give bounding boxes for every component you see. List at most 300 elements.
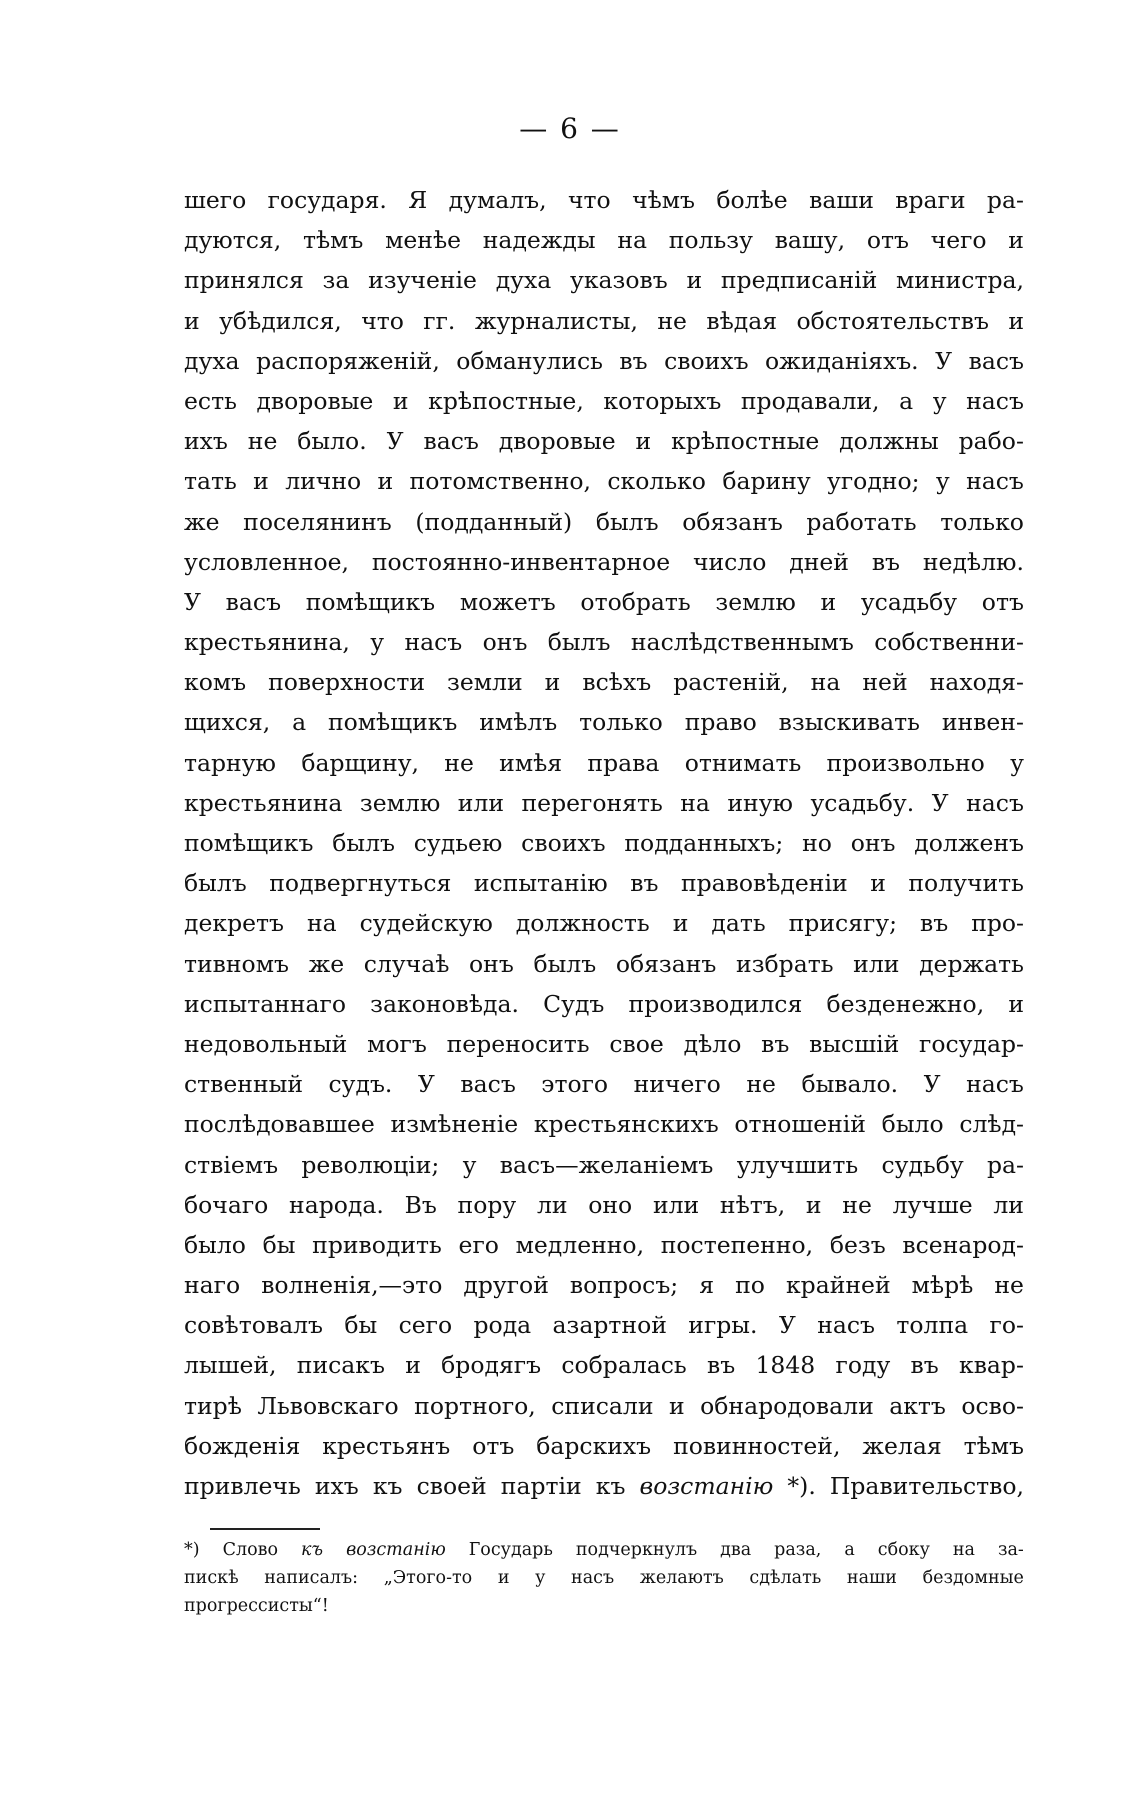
word: и [686, 266, 703, 295]
word: Въ [404, 1190, 437, 1219]
word: и [672, 909, 689, 938]
word: журналисты, [474, 306, 638, 335]
body-line [184, 542, 1024, 582]
word: приводить [312, 1230, 442, 1259]
word: у [462, 1150, 477, 1179]
word: вашу, [774, 226, 846, 255]
word: революціи; [301, 1150, 440, 1179]
word: взыскивать [778, 708, 920, 737]
word: сбоку [877, 1540, 930, 1560]
word: онъ [482, 628, 528, 657]
word: Я [408, 186, 428, 214]
word: имѣлъ [479, 708, 558, 737]
word: былъ [184, 869, 247, 898]
body-line [184, 1185, 1024, 1225]
body-line [184, 622, 1024, 662]
body-line-last [184, 1466, 1024, 1506]
body-line [184, 220, 1024, 260]
word: высшій [809, 1029, 900, 1058]
word: должность [515, 909, 650, 938]
word: тирѣ [184, 1391, 242, 1420]
word: предписаній [720, 266, 878, 295]
word: право [684, 708, 757, 737]
word: усадьбу. [810, 788, 915, 817]
word: и [805, 1190, 822, 1219]
word: былъ [533, 949, 597, 978]
word: долженъ [914, 829, 1024, 857]
word: *) [184, 1540, 200, 1560]
word: было [184, 1230, 246, 1259]
word: У [184, 587, 201, 616]
word: на [810, 668, 841, 697]
word: и [635, 427, 652, 456]
word: къ [595, 1472, 626, 1500]
word: у [535, 1568, 546, 1588]
word: бездомные [922, 1568, 1024, 1588]
word: на [617, 226, 648, 255]
word: обнародовали [700, 1391, 874, 1420]
word: насъ [817, 1311, 876, 1340]
word: въ [871, 547, 901, 576]
word: своихъ [521, 829, 606, 857]
word: подчеркнулъ [575, 1540, 698, 1560]
word: переносить [446, 1029, 590, 1058]
word: тать [184, 467, 237, 496]
word: изученіе [368, 266, 477, 295]
word: актъ [889, 1391, 946, 1420]
body-line [184, 260, 1024, 300]
word: крестьянина [184, 788, 343, 817]
word: за [322, 266, 350, 295]
word: мѣрѣ [911, 1271, 974, 1300]
word: перегонять [521, 788, 663, 817]
word: ра- [986, 186, 1024, 214]
body-line [184, 381, 1024, 421]
word: Львовскаго [257, 1391, 399, 1420]
word: пискѣ [184, 1568, 239, 1588]
word: насъ [404, 628, 463, 657]
word: возстанію [639, 1472, 774, 1500]
body-line [184, 984, 1024, 1024]
word: рода [473, 1311, 532, 1340]
word: случаѣ [363, 949, 450, 978]
word: измѣненіе [390, 1110, 519, 1139]
word: въ [706, 1351, 736, 1380]
word: должны [839, 427, 939, 456]
footnote-line [184, 1564, 1024, 1592]
word: оно [588, 1190, 633, 1219]
word: его [458, 1230, 499, 1259]
word: списали [551, 1391, 654, 1420]
word: дворовые [498, 427, 616, 456]
word: въ [910, 1351, 939, 1380]
word: тарную [184, 748, 277, 777]
body-line [184, 662, 1024, 702]
word: ожиданіяхъ. [765, 346, 919, 375]
word: повинностей, [673, 1431, 841, 1460]
word: азартной [552, 1311, 667, 1340]
word: не [247, 427, 278, 456]
word: на [306, 909, 337, 938]
footnote-line [184, 1536, 1024, 1564]
word: написалъ: [264, 1568, 359, 1588]
word: го- [989, 1311, 1024, 1340]
word: 1848 [755, 1351, 816, 1380]
word: ваши [809, 186, 874, 214]
word: продавали, [740, 386, 880, 415]
word: поселянинъ [243, 507, 392, 536]
word: подданныхъ; [624, 829, 784, 857]
word: насъ [571, 1568, 615, 1588]
word: бы [262, 1230, 296, 1259]
word: былъ [547, 628, 611, 657]
word: наши [846, 1568, 897, 1588]
word: подвергнуться [269, 869, 452, 898]
word: писакъ [296, 1351, 385, 1380]
word: дать [711, 909, 766, 938]
word: Судъ [543, 989, 605, 1018]
word: помѣщикъ [305, 587, 436, 616]
word: къ [372, 1472, 403, 1500]
word: постоянно-инвентарное [371, 547, 671, 576]
word: могъ [367, 1029, 427, 1058]
word: божденія [184, 1431, 301, 1460]
word: землю [715, 587, 796, 616]
word: имѣя [499, 748, 563, 777]
word: обязанъ [682, 507, 783, 536]
word: безъ [829, 1230, 886, 1259]
word: не [657, 306, 687, 335]
word: другой [463, 1271, 549, 1300]
word: есть [184, 386, 237, 415]
word: ней [862, 668, 908, 697]
word: на [952, 1540, 975, 1560]
word: или [457, 788, 505, 817]
word: комъ [184, 668, 247, 697]
word: сколько [607, 467, 706, 496]
word: въ [619, 346, 648, 375]
word: два [720, 1540, 752, 1560]
word: и [392, 386, 409, 415]
word: васъ—желаніемъ [499, 1150, 714, 1179]
word: Слово [222, 1540, 278, 1560]
word: привлечь [184, 1472, 301, 1500]
word: у [370, 628, 385, 657]
word: чего [930, 226, 987, 255]
word: надежды [482, 226, 596, 255]
word: находя- [929, 668, 1024, 697]
word: только [579, 708, 663, 737]
word: судьею [413, 829, 503, 857]
word: вопросъ; [569, 1271, 679, 1300]
body-line [184, 1386, 1024, 1426]
word: потомственно, [409, 467, 592, 496]
word: желая [862, 1431, 942, 1460]
word: декретъ [184, 909, 284, 938]
word: послѣдовавшее [184, 1110, 375, 1139]
word: или [853, 949, 900, 978]
word: духа [495, 266, 552, 295]
word: ихъ [184, 427, 228, 456]
word: работать [806, 507, 917, 536]
word: осво- [961, 1391, 1024, 1420]
body-line [184, 1225, 1024, 1265]
word: чѣмъ [632, 186, 696, 214]
word: въ [920, 909, 949, 938]
word: государя. [267, 186, 387, 214]
word: наго [184, 1271, 241, 1300]
word: крѣпостные, [428, 386, 584, 415]
word: крестьянина, [184, 628, 350, 657]
word: вѣдая [706, 306, 778, 335]
word: пользу [668, 226, 753, 255]
word: постепенно, [660, 1230, 814, 1259]
word: и [870, 869, 886, 898]
word: и [1008, 226, 1024, 255]
word: всѣхъ [582, 668, 652, 697]
body-line [184, 1426, 1024, 1466]
word: условленное, [184, 547, 349, 576]
word: шего [184, 186, 247, 214]
word: и [668, 1391, 685, 1420]
word: отъ [866, 226, 909, 255]
word: У [931, 788, 949, 817]
word: болѣе [716, 186, 788, 214]
word: враги [895, 186, 966, 214]
word: обстоятельствъ [796, 306, 989, 335]
word: обязанъ [615, 949, 717, 978]
word: поверхности [268, 668, 425, 697]
word: ственный [184, 1070, 303, 1099]
word: недѣлю. [922, 547, 1024, 576]
word: у [1010, 748, 1024, 777]
word: держать [919, 949, 1024, 978]
word: возстанію [346, 1540, 446, 1560]
word: угодно; [827, 467, 920, 496]
body-line [184, 823, 1024, 863]
word: васъ [225, 587, 282, 616]
word: же [184, 507, 220, 536]
body-line [184, 1305, 1024, 1345]
body-line [184, 461, 1024, 501]
word: я [699, 1271, 715, 1300]
word: не [746, 1070, 776, 1099]
word: барскихъ [536, 1431, 652, 1460]
body-line [184, 1345, 1024, 1385]
word: помѣщикъ [327, 708, 458, 737]
footnote-divider [210, 1528, 320, 1530]
word: У [935, 346, 953, 375]
word: былъ [332, 829, 395, 857]
word: (подданный) [415, 507, 573, 536]
word: испытанію [473, 869, 608, 898]
word: а [292, 708, 307, 737]
word: отъ [472, 1431, 515, 1460]
word: году [835, 1351, 891, 1380]
word: крестьянъ [322, 1431, 451, 1460]
word: раза, [774, 1540, 822, 1560]
word: собственни- [874, 628, 1024, 657]
word: лышей, [184, 1351, 277, 1380]
word: или [652, 1190, 700, 1219]
body-line [184, 421, 1024, 461]
footnote [184, 1536, 1024, 1620]
body-line [184, 743, 1024, 783]
word: иную [727, 788, 794, 817]
word: ра- [987, 1150, 1024, 1179]
word: духа [184, 346, 240, 375]
word: ничего [633, 1070, 721, 1099]
word: и [1008, 306, 1024, 335]
word: медленно, [515, 1230, 645, 1259]
word: недовольный [184, 1029, 348, 1058]
word: что [361, 306, 404, 335]
word: можетъ [459, 587, 556, 616]
word: принялся [184, 266, 304, 295]
word: тивномъ [184, 949, 289, 978]
word: и [544, 668, 561, 697]
body-line [184, 1265, 1024, 1305]
word: васъ [423, 427, 479, 456]
word: усадьбу [860, 587, 958, 616]
word: дней [789, 547, 849, 576]
word: насъ [966, 1070, 1024, 1099]
body-line [184, 1104, 1024, 1144]
word: судейскую [359, 909, 493, 938]
word: и [497, 1568, 510, 1588]
word: отобрать [580, 587, 691, 616]
word: бочаго [184, 1190, 269, 1219]
word: сего [398, 1311, 453, 1340]
word: убѣдился, [219, 306, 342, 335]
word: инвен- [941, 708, 1024, 737]
word: и [184, 306, 200, 335]
word: было. [297, 427, 367, 456]
word: думалъ, [448, 186, 547, 214]
word: васъ [460, 1070, 516, 1099]
word: безденежно, [826, 989, 985, 1018]
body-line [184, 502, 1024, 542]
body-line [184, 1145, 1024, 1185]
word: которыхъ [603, 386, 722, 415]
word: а [899, 386, 914, 415]
body-line [184, 783, 1024, 823]
body-text [184, 180, 1024, 1506]
word: насъ [966, 788, 1024, 817]
word: наслѣдственнымъ [630, 628, 854, 657]
word: же [308, 949, 345, 978]
word: отъ [981, 587, 1024, 616]
word: онъ [850, 829, 896, 857]
word: ствіемъ [184, 1150, 279, 1179]
word: Государь [468, 1540, 553, 1560]
word: ли [993, 1190, 1024, 1219]
body-line [184, 903, 1024, 943]
word: въ [761, 1029, 790, 1058]
word: крѣпостные [671, 427, 820, 456]
page-number: — 6 — [519, 112, 621, 145]
body-line [184, 863, 1024, 903]
word: у [932, 386, 947, 415]
word: народа. [289, 1190, 384, 1219]
word: что [567, 186, 611, 214]
word: и [820, 587, 837, 616]
word: *). [787, 1472, 816, 1500]
word: „Этого-то [383, 1568, 473, 1588]
word: желаютъ [639, 1568, 724, 1588]
body-line [184, 702, 1024, 742]
word: и [377, 467, 394, 496]
word: производился [628, 989, 803, 1018]
word: ли [536, 1190, 568, 1219]
word: про- [971, 909, 1024, 938]
word: слѣд- [959, 1110, 1024, 1139]
word: лично [285, 467, 362, 496]
word: нѣтъ, [719, 1190, 786, 1219]
word: былъ [595, 507, 659, 536]
body-line [184, 301, 1024, 341]
word: и [253, 467, 269, 496]
word: судъ. [328, 1070, 393, 1099]
word: дуются, [184, 226, 282, 255]
word: и [405, 1351, 421, 1380]
word: насъ [966, 386, 1024, 415]
word: не [994, 1271, 1024, 1300]
word: партіи [500, 1472, 582, 1500]
word: этого [541, 1070, 609, 1099]
body-line [184, 944, 1024, 984]
word: законовѣда. [370, 989, 519, 1018]
word: обманулись [456, 346, 603, 375]
word: гг. [423, 306, 456, 335]
word: и [1008, 989, 1024, 1018]
word: права [587, 748, 660, 777]
body-line [184, 180, 1024, 220]
word: только [940, 507, 1024, 536]
word: всенарод- [902, 1230, 1024, 1259]
word: произвольно [826, 748, 985, 777]
word: совѣтовалъ [184, 1311, 323, 1340]
word: число [692, 547, 767, 576]
word: отнимать [684, 748, 802, 777]
word: У [778, 1311, 796, 1340]
footnote-line: прогрессисты“! [184, 1596, 329, 1616]
word: лучше [892, 1190, 973, 1219]
word: министра, [896, 266, 1024, 295]
word: сдѣлать [749, 1568, 822, 1588]
word: присягу; [788, 909, 898, 938]
body-line [184, 341, 1024, 381]
word: судьбу [881, 1150, 964, 1179]
word: получить [908, 869, 1024, 898]
word: растеній, [673, 668, 789, 697]
word: на [680, 788, 710, 817]
word: у [935, 467, 950, 496]
word: земли [447, 668, 523, 697]
word: щихся, [184, 708, 271, 737]
word: У [417, 1070, 435, 1099]
word: къ [300, 1540, 324, 1560]
word: правовѣденіи [680, 869, 848, 898]
word: тѣмъ [963, 1431, 1024, 1460]
word: собралась [561, 1351, 687, 1380]
word: не [842, 1190, 872, 1219]
word: не [444, 748, 474, 777]
word: волненія,—это [261, 1271, 443, 1300]
body-line [184, 582, 1024, 622]
word: своей [416, 1472, 487, 1500]
word: улучшить [736, 1150, 859, 1179]
